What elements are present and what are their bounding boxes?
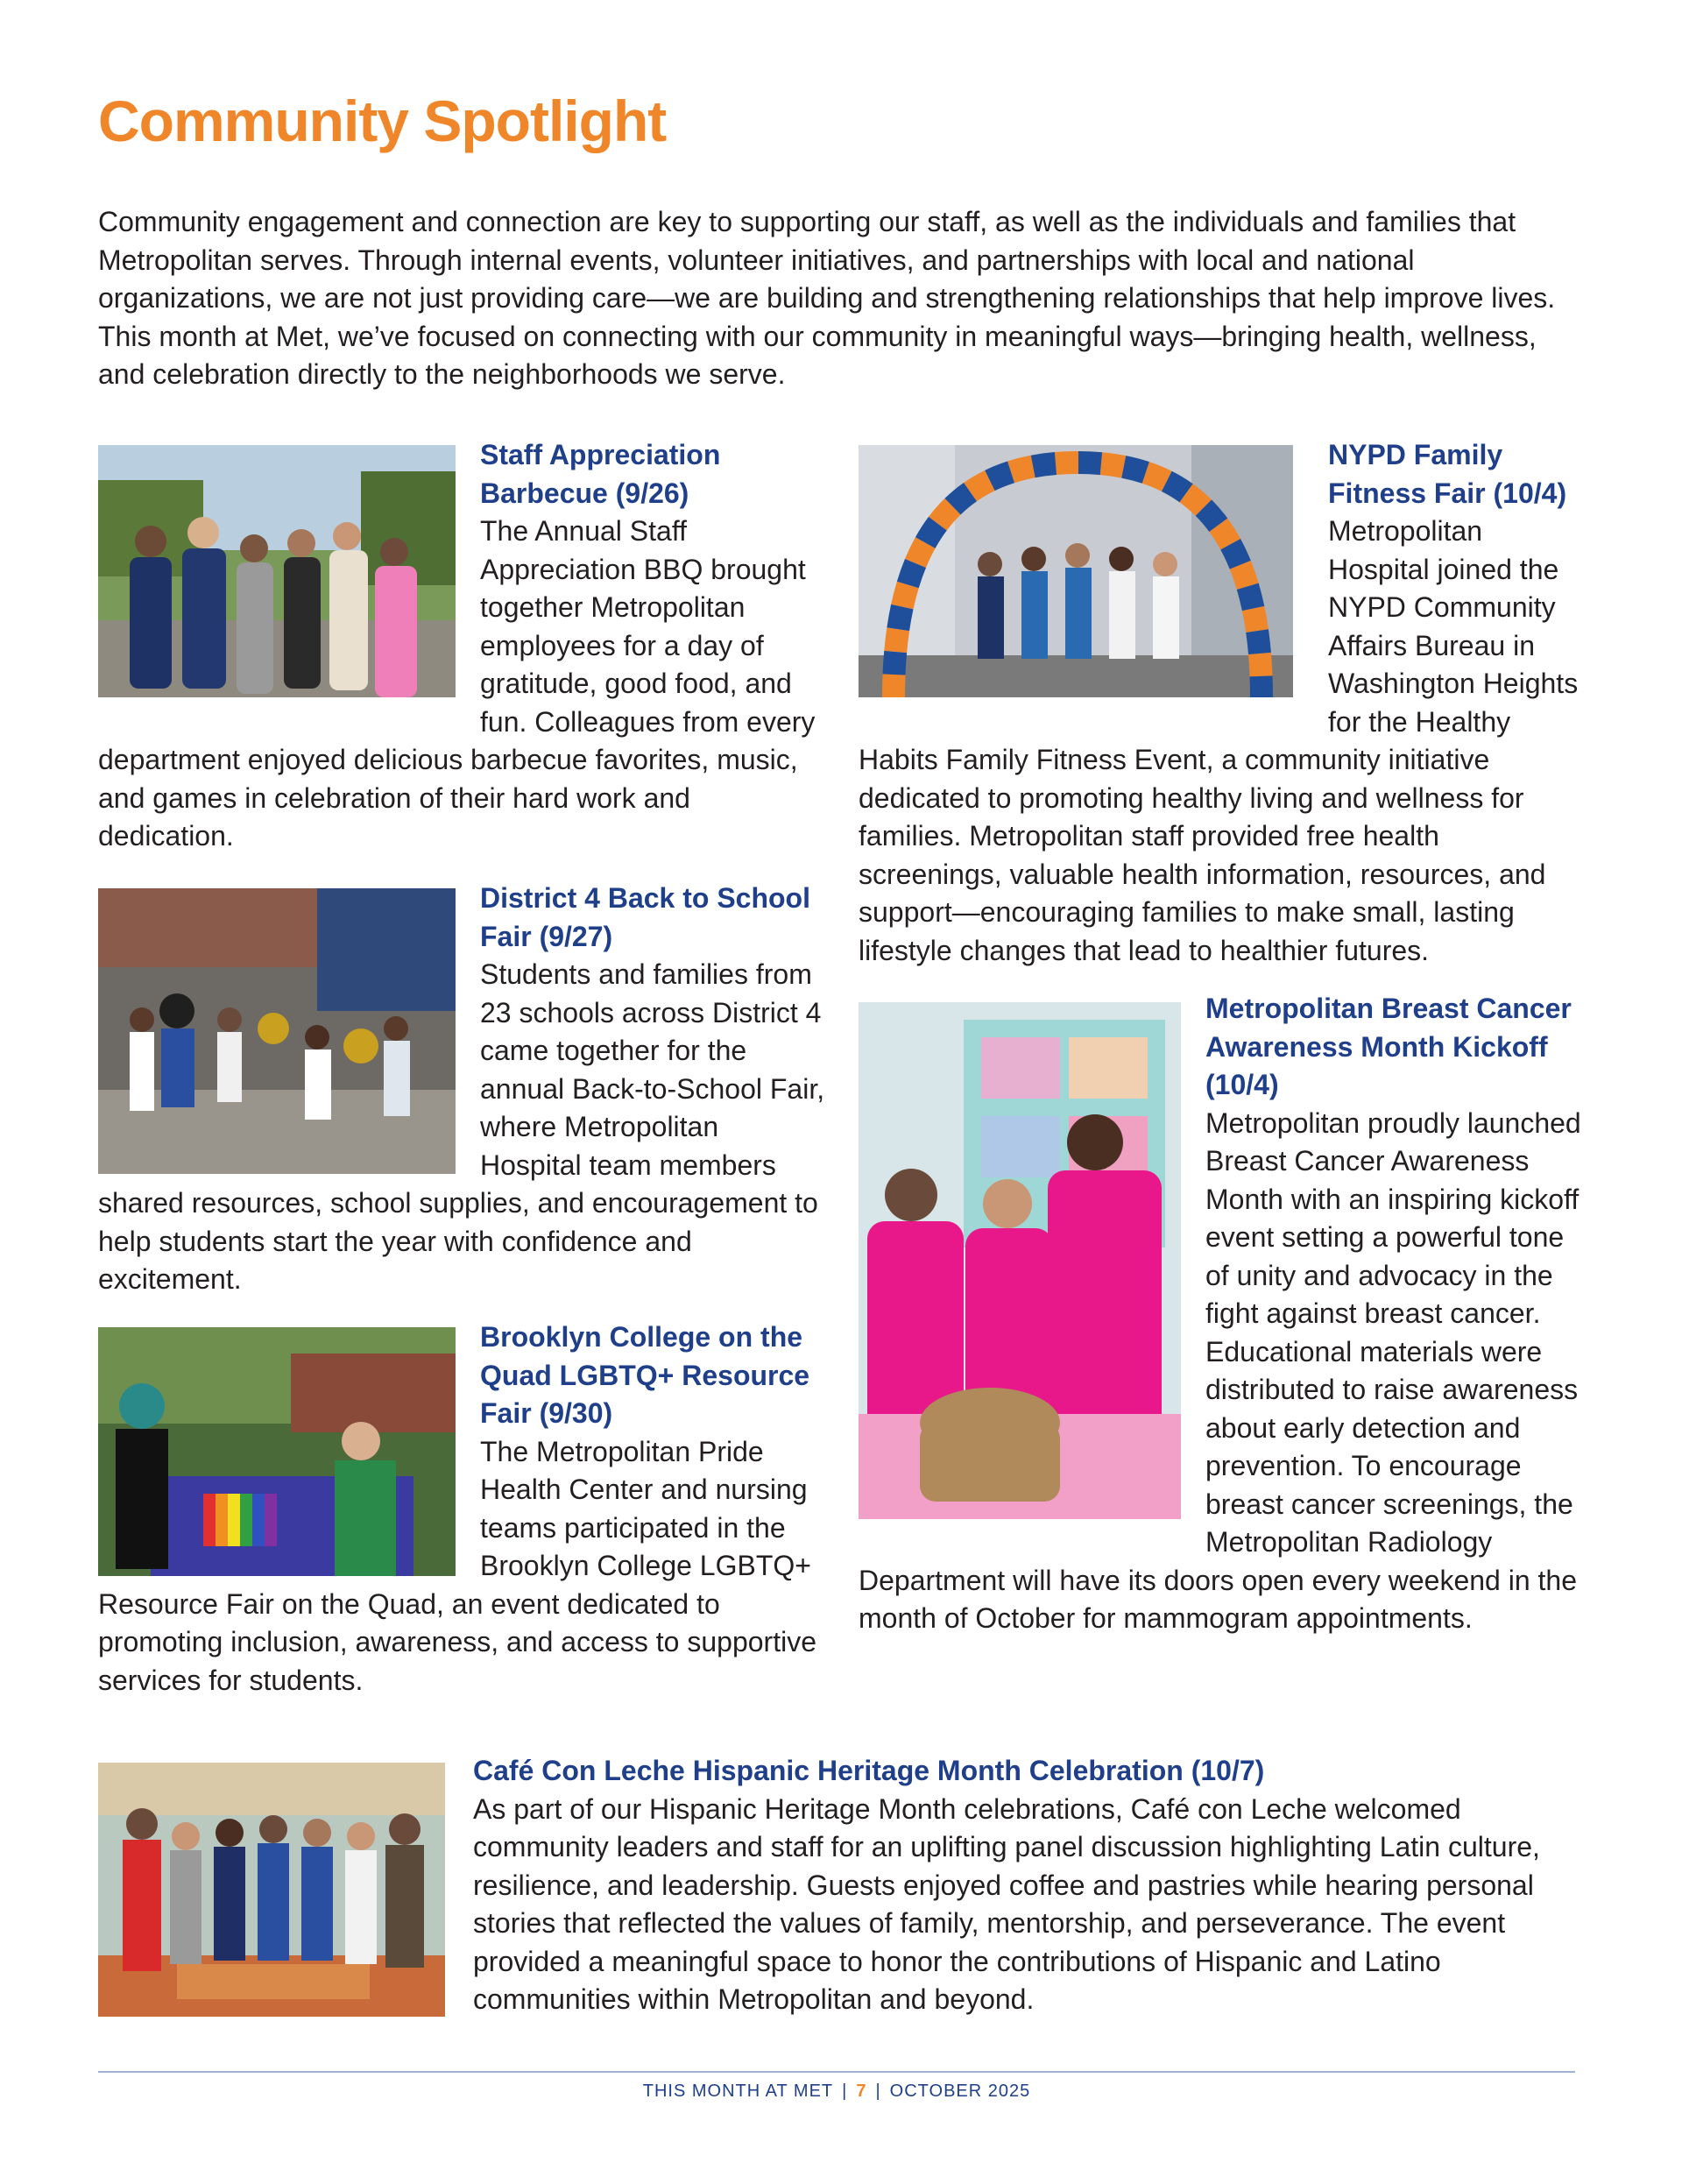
- article-body: Metropolitan proudly launched Breast Cancer Awareness Month with an inspiring kickoff event setting a powerful tone of unity and advocacy in the fight against breast cancer. Educational materials were distributed to raise awareness about early detection and prevention. To encourage breast cancer screenings, the Metropolitan Radiology Department will have its doors open every weekend in the month of October for mammogram appointments.: [859, 1106, 1581, 1634]
- article-lgbtq-fair: [98, 1318, 825, 1700]
- article-body: The Annual Staff Appreciation BBQ brought together Metropolitan employees for a day of gratitude, good food, and fun. Colleagues from every department enjoyed delicious barbecue favorites, music, and games in celebration of their hard work and dedication.: [98, 515, 816, 852]
- article-breast-cancer-awareness: [859, 990, 1586, 1638]
- article-body: Metropolitan Hospital joined the NYPD Community Affairs Bureau in Washington Heights for the Healthy Habits Family Fitness Event, a community initiative dedicated to promoting healthy living and wellness for families. Metropolitan staff provided free health screenings, valuable health information, resources, and support—encouraging families to make small, lasting lifestyle changes that lead to healthier futures.: [859, 515, 1579, 966]
- footer-publication: THIS MONTH AT MET: [642, 2082, 834, 2101]
- article-heading: Brooklyn College on the Quad LGBTQ+ Resource Fair (9/30): [480, 1321, 810, 1429]
- page-footer: [0, 2082, 1673, 2102]
- nypd-fair-photo: [859, 445, 1293, 697]
- article-body: The Metropolitan Pride Health Center and nursing teams participated in the Brooklyn College LGBTQ+ Resource Fair on the Quad, an event dedicated to promoting inclusion, awareness, and access to supportive services for students.: [98, 1435, 816, 1696]
- cafe-con-leche-photo: [98, 1763, 445, 2017]
- bbq-photo: [98, 445, 456, 697]
- footer-date: OCTOBER 2025: [889, 2082, 1031, 2101]
- article-cafe-con-leche: [98, 1752, 1587, 2024]
- footer-separator: |: [875, 2082, 881, 2101]
- article-heading: Metropolitan Breast Cancer Awareness Month Kickoff (10/4): [1205, 993, 1572, 1100]
- intro-paragraph: Community engagement and connection are key to supporting our staff, as well as the individuals and families that Metropolitan serves. Through internal events, volunteer initiatives, and partnerships with local and national organizations, we are not just providing care—we are building and strengthening relationships that help improve lives. This month at Met, we’ve focused on connecting with our community in meaningful ways—bringing health, wellness, and celebration directly to the neighborhoods we serve.: [98, 206, 1556, 390]
- lgbtq-fair-photo: [98, 1327, 456, 1576]
- page-title: Community Spotlight: [98, 88, 667, 153]
- breast-cancer-kickoff-photo: [859, 1002, 1181, 1519]
- article-body: Students and families from 23 schools across District 4 came together for the annual Back-to-School Fair, where Metropolitan Hospital team members shared resources, school supplies, and encouragement to help students start the year with confidence and excitement.: [98, 958, 825, 1295]
- school-fair-photo: [98, 888, 456, 1174]
- article-body: As part of our Hispanic Heritage Month celebrations, Café con Leche welcomed community leaders and staff for an uplifting panel discussion highlighting Latin culture, resilience, and leadership. Guests enjoyed coffee and pastries while hearing personal stories that reflected the values of family, mentorship, and perseverance. The event provided a meaningful space to honor the contributions of Hispanic and Latino communities within Metropolitan and beyond.: [473, 1792, 1540, 2015]
- article-heading: District 4 Back to School Fair (9/27): [480, 882, 810, 952]
- footer-separator: |: [842, 2082, 848, 2101]
- article-staff-barbecue: [98, 436, 825, 856]
- article-heading: NYPD Family Fitness Fair (10/4): [1328, 439, 1567, 509]
- article-back-to-school: [98, 880, 825, 1299]
- article-heading: Café Con Leche Hispanic Heritage Month Celebration (10/7): [473, 1755, 1265, 1786]
- article-nypd-fitness: [859, 436, 1586, 970]
- footer-page-number: 7: [856, 2082, 867, 2101]
- article-heading: Staff Appreciation Barbecue (9/26): [480, 439, 721, 509]
- footer-rule: [98, 2071, 1575, 2073]
